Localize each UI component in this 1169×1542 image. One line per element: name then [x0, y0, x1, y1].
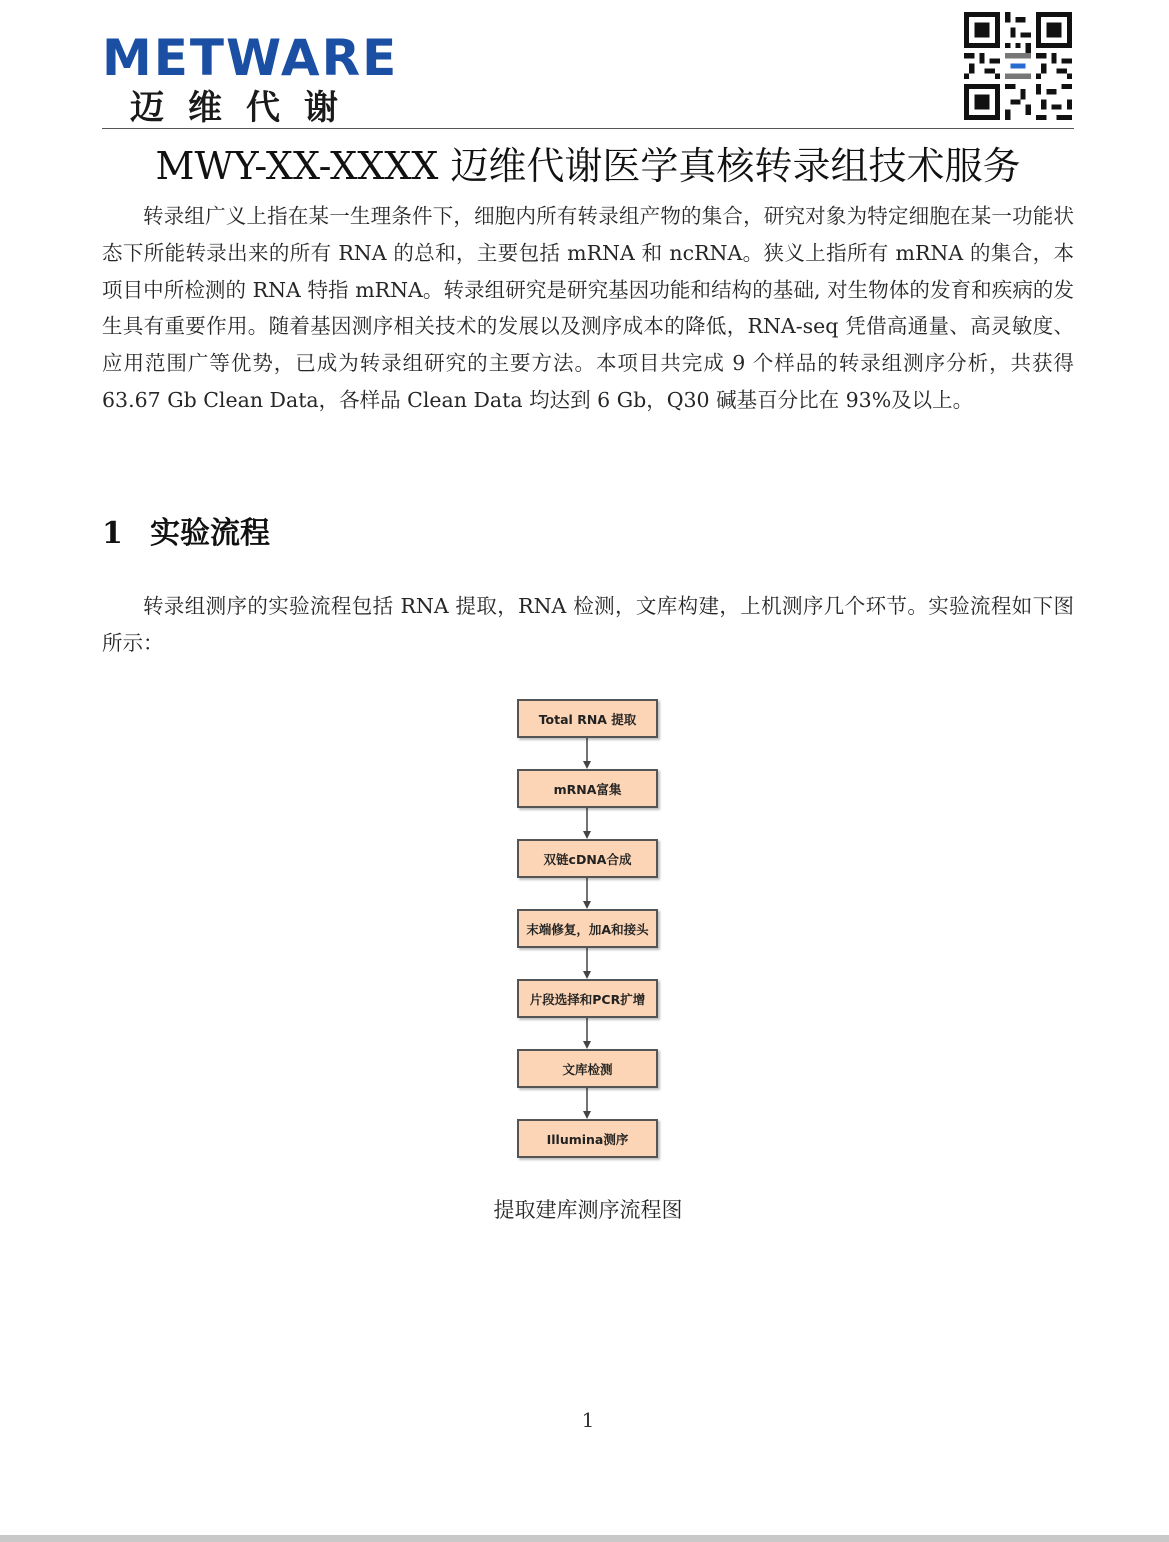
section-heading	[102, 512, 270, 556]
qr-code-icon	[963, 12, 1073, 120]
metware-logo	[100, 30, 420, 130]
flow-step: 双链cDNA合成	[517, 839, 658, 878]
flowchart	[517, 699, 658, 1159]
flow-arrow-head	[583, 831, 591, 839]
logo-wordmark: METWARE	[102, 29, 399, 87]
flow-step: Illumina测序	[517, 1119, 658, 1158]
flow-arrow-head	[583, 971, 591, 979]
section-title: 实验流程	[150, 516, 270, 551]
flow-arrow-head	[583, 1111, 591, 1119]
flow-arrow-head	[583, 1041, 591, 1049]
viewer-bottom-bar	[0, 1535, 1169, 1542]
intro-paragraph: 转录组广义上指在某一生理条件下，细胞内所有转录组产物的集合，研究对象为特定细胞在某一功能状态下所能转录出来的所有 RNA 的总和，主要包括 mRNA 和 ncRNA。狭义上指所有 mRNA 的集合，本项目中所检测的 RNA 特指 mRNA。转录组研究是研究基因功能和结构的基础, 对生物体的发育和疾病的发生具有重要作用。随着基因测序相关技术的发展以及测序成本的降低，RNA-seq 凭借高通量、高灵敏度、应用范围广等优势，已成为转录组研究的主要方法。本项目共完成 9 个样品的转录组测序分析，共获得 63.67 Gb Clean Data，各样品 Clean Data 均达到 6 Gb，Q30 碱基百分比在 93%及以上。	[102, 204, 1074, 412]
flow-step: 末端修复，加A和接头	[517, 909, 658, 948]
flow-step: Total RNA 提取	[517, 699, 658, 738]
flow-step: 文库检测	[517, 1049, 658, 1088]
page-number: 1	[581, 1408, 595, 1432]
flow-arrow-head	[583, 761, 591, 769]
document-title: MWY-XX-XXXX 迈维代谢医学真核转录组技术服务	[155, 144, 1021, 188]
flow-step: 片段选择和PCR扩增	[517, 979, 658, 1018]
flow-arrow-head	[583, 901, 591, 909]
figure-caption: 提取建库测序流程图	[493, 1198, 683, 1222]
logo-chinese-name: 迈维代谢	[130, 88, 362, 128]
section-number: 1	[102, 516, 123, 551]
flow-step: mRNA富集	[517, 769, 658, 808]
section-paragraph: 转录组测序的实验流程包括 RNA 提取，RNA 检测，文库构建，上机测序几个环节。实验流程如下图所示：	[102, 594, 1074, 655]
header-divider	[102, 128, 1074, 129]
